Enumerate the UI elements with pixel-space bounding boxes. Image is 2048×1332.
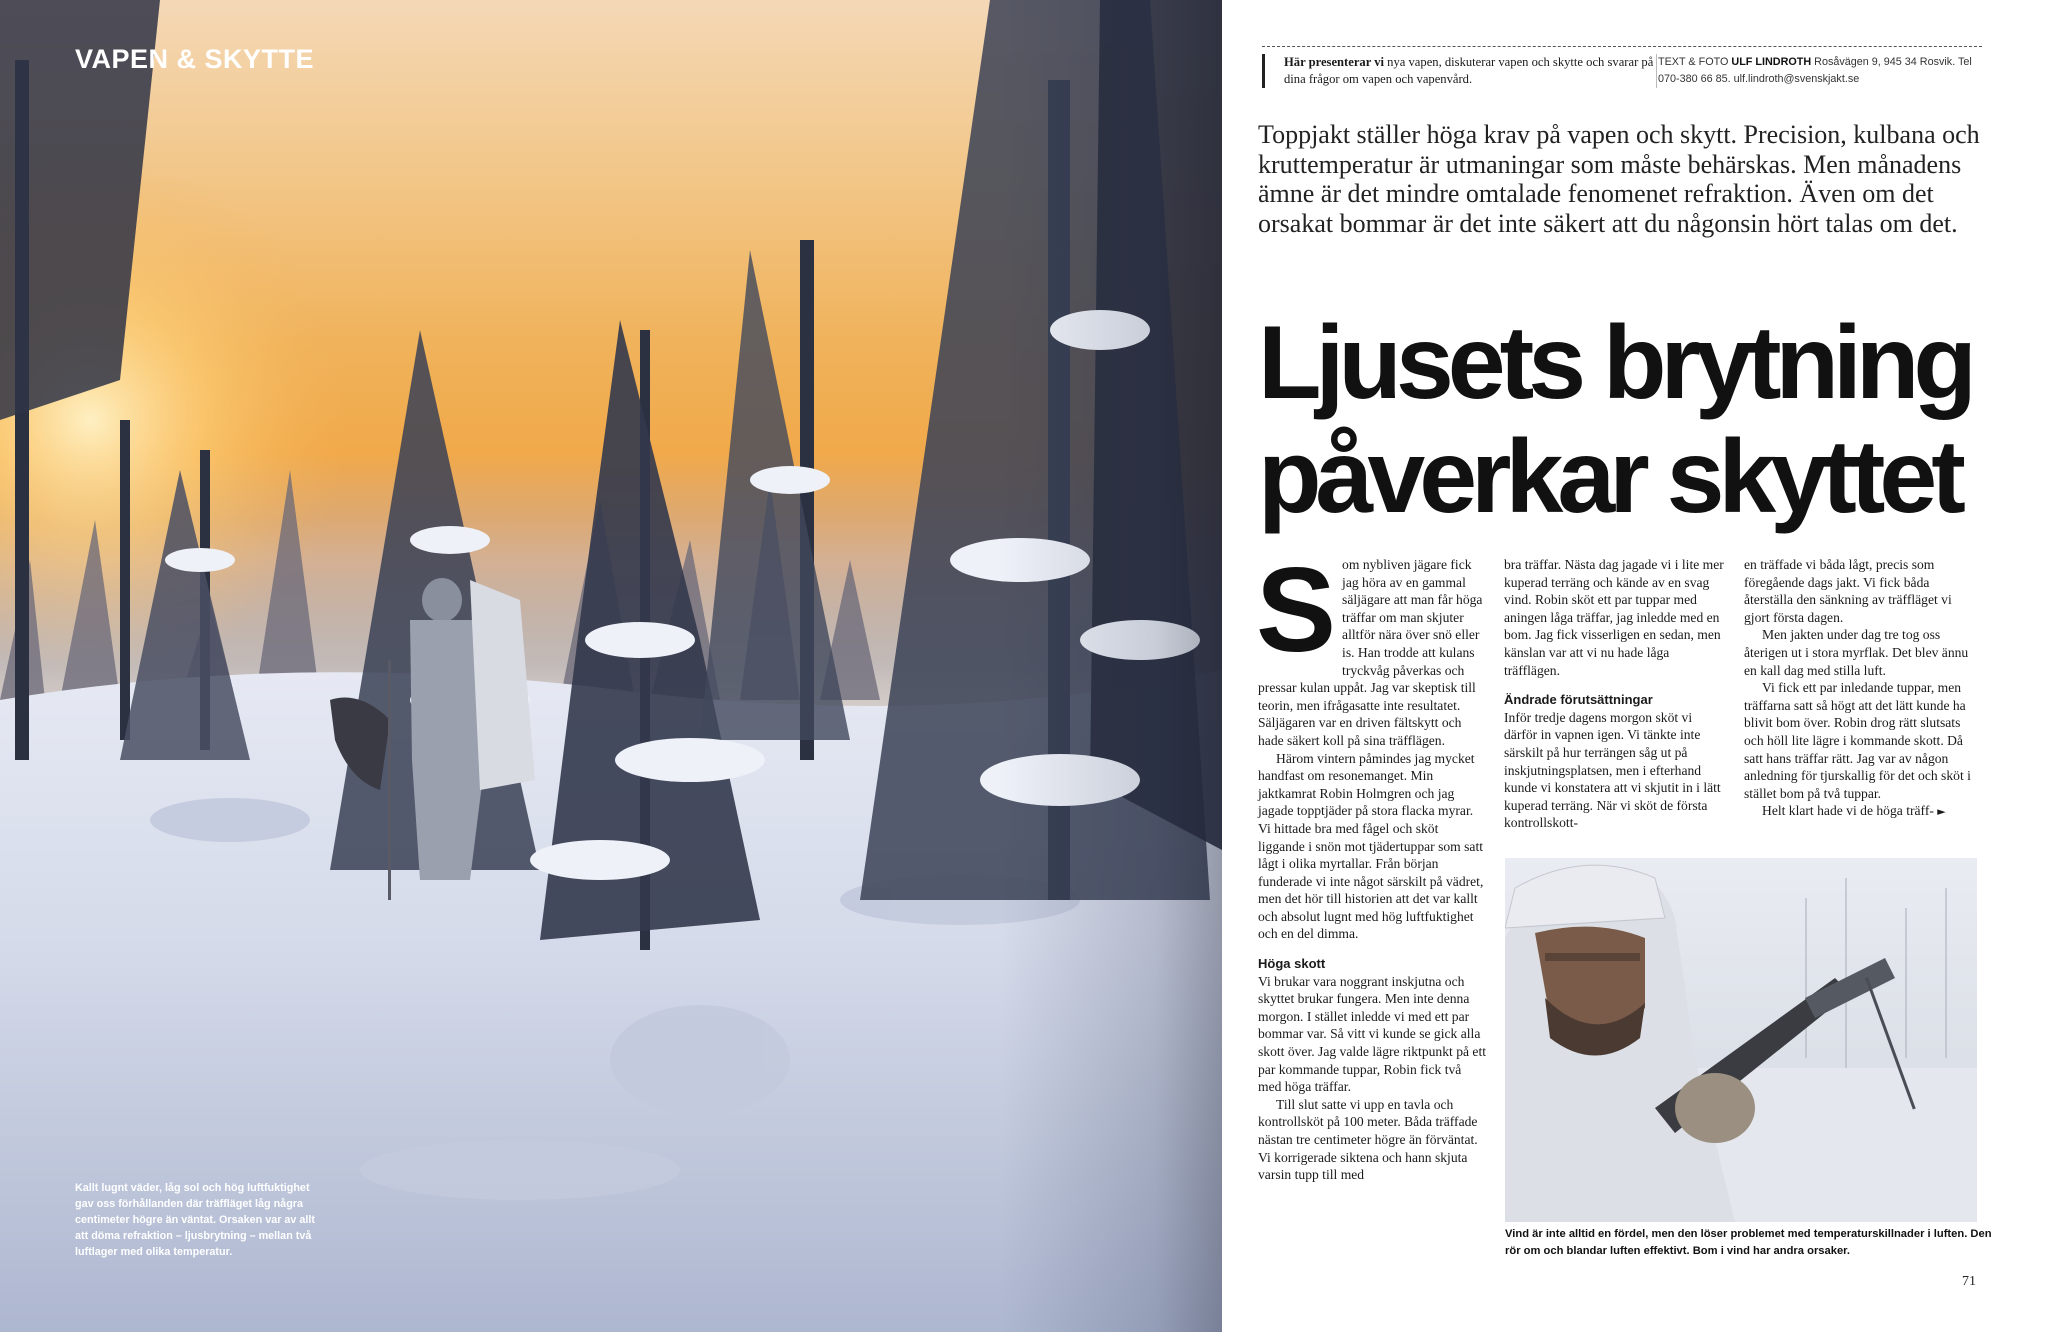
paragraph: Inför tredje dagens morgon sköt vi därför in vapnen igen. Vi tänkte inte särskilt på hur terrängen såg ut på inskjutningsplatsen, men i efterhand kunde vi konstatera att vi skjutit in i lätt kuperad terräng. När vi sköt de första kontrollskott- <box>1504 709 1721 831</box>
subheading: Ändrade förutsättningar <box>1504 692 1653 708</box>
subheading: Höga skott <box>1258 956 1326 972</box>
article-column-2 <box>1504 556 1726 832</box>
column-intro-bold: Här presenterar vi <box>1284 55 1385 69</box>
headline-line-2: påverkar skyttet <box>1258 419 1960 535</box>
paragraph: Vi brukar vara noggrant inskjutna och skyttet brukar fungera. Men inte denna morgon. I stället inledde vi med ett par bommar var. Så vitt vi kunde se gick alla skott över. Jag valde lägre riktpunkt på ett par kommande tuppar, Robin fick två med höga träffar. <box>1258 973 1487 1095</box>
inset-photo <box>1505 858 1977 1222</box>
page-gutter-shadow <box>1000 0 1222 1332</box>
column-intro <box>1284 54 1654 88</box>
section-label: VAPEN & SKYTTE <box>75 44 315 74</box>
paragraph: om nybliven jägare fick jag höra av en gammal säljägare att man får höga träffar om man skjuter alltför nära över snö eller is. Han trodde att kulans tryckvåg påverkas och pressar kulan uppåt. Jag var skeptisk till teorin, men ifrågasatte inte resultatet. Säljägaren var en driven fältskytt och hade säkert koll på sina träfflägen. <box>1258 557 1483 748</box>
column-intro-text: nya vapen, diskuterar vapen och skytte och svarar på dina frågor om vapen och vapenvård. <box>1284 55 1654 86</box>
credit-label: TEXT & FOTO <box>1658 56 1732 68</box>
author-credit <box>1656 54 1988 88</box>
headline-line-1: Ljusets brytning <box>1258 305 1971 421</box>
hunter-with-rifle-illustration <box>1505 858 1977 1222</box>
drop-cap: S <box>1256 543 1337 677</box>
photo-caption: Kallt lugnt väder, låg sol och hög luftfuktighet gav oss förhållanden där träffläget låg några centimeter högre än väntat. Orsaken var av allt att döma refraktion – ljusbrytning – mellan två luftlager med olika temperatur. <box>75 1182 316 1258</box>
inset-caption: Vind är inte alltid en fördel, men den löser problemet med temperaturskillnader i luften. Den rör om och blandar luften effektivt. Bom i vind har andra orsaker. <box>1505 1228 1992 1257</box>
paragraph: Vi fick ett par inledande tuppar, men träffarna satt så högt att det lätt kunde ha blivit bom över. Robin drog rätt slutsats och höll lite lägre i kommande skott. Då satt hans träffar rätt. Jag var av någon anledning för tjurskallig för det och sköt i stället bom på två tuppar. <box>1744 680 1971 801</box>
continue-arrow-icon: ► <box>1937 805 1946 819</box>
article-column-1 <box>1256 543 1487 1184</box>
byline-divider <box>1262 46 1982 47</box>
author-contact: Rosåvägen 9, 945 34 Rosvik. Tel 070-380 66 85. ulf.lindroth@svenskjakt.se <box>1658 56 1972 85</box>
paragraph: Till slut satte vi upp en tavla och kontrollsköt på 100 meter. Båda träffade nästan tre centimeter högre än förväntat. Vi korrigerade siktena och hann skjuta varsin tupp till med <box>1258 1096 1478 1183</box>
byline-marker <box>1262 54 1265 88</box>
paragraph-text: Helt klart hade vi de höga träff- <box>1762 803 1934 819</box>
paragraph <box>1744 802 1974 821</box>
paragraph: bra träffar. Nästa dag jagade vi i lite mer kuperad terräng och kände av en svag vind. Robin sköt ett par tuppar med aningen låga träffar, jag inledde med en bom. Jag fick visserligen en sedan, men känslan var att vi nu hade låga träfflägen. <box>1504 557 1724 678</box>
article-column-3 <box>1744 556 1974 821</box>
paragraph: Härom vintern påmindes jag mycket handfast om resonemanget. Min jaktkamrat Robin Holmgren och jag jagade topptjäder på stora flacka myrar. Vi hittade bra med fågel och sköt liggande i snön mot tjädertuppar som satt lågt i olika myrtallar. Från början funderade vi inte något särskilt på vädret, men det hör till historien att det var kallt och absolut lugnt med hög luftfuktighet och en del dimma. <box>1258 750 1484 942</box>
article-headline <box>1258 306 1998 534</box>
article-ingress: Toppjakt ställer höga krav på vapen och skytt. Precision, kulbana och kruttemperatur är utmaningar som måste behärskas. Men månadens ämne är det mindre omtalade fenomenet refraktion. Även om det orsakat bommar är det inte säkert att du någonsin hört talas om det. <box>1258 120 1980 238</box>
author-name: ULF LINDROTH <box>1731 56 1812 68</box>
page-number: 71 <box>1962 1274 1976 1289</box>
paragraph: en träffade vi båda lågt, precis som föregående dags jakt. Vi fick båda återställa den sänkning av träffläget vi gjort första dagen. <box>1744 557 1952 625</box>
paragraph: Men jakten under dag tre tog oss återigen ut i stora myrflak. Det blev ännu en kall dag med stilla luft. <box>1744 627 1969 678</box>
